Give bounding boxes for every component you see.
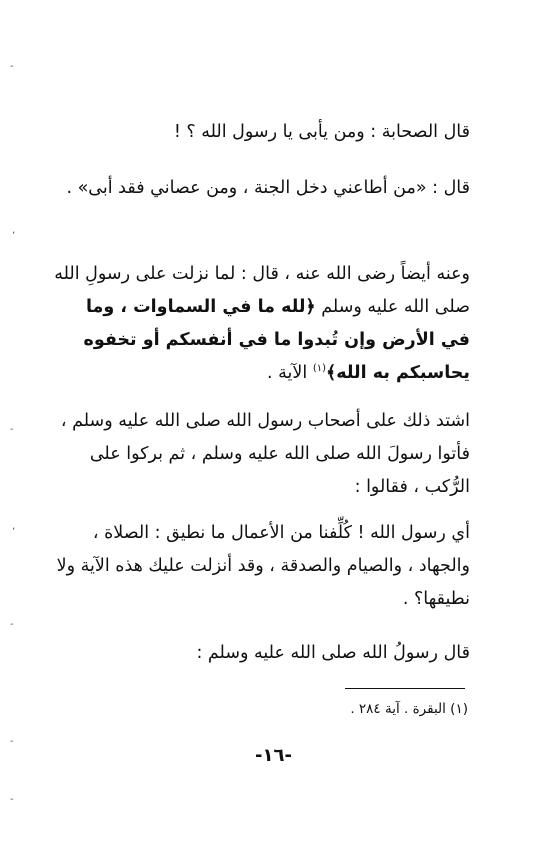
scan-mark: - bbox=[10, 424, 14, 435]
paragraph-text: أي رسول الله ! كُلِّفنا من الأعمال ما نطيق : الصلاة ، والجهاد ، والصيام والصدقة ، وقد أنزلت عليك هذه الآية ولا نطيقها؟ . bbox=[56, 523, 470, 609]
paragraph-intro: وعنه أيضاً رضى الله عنه ، قال : لما نزلت على رسولِ الله صلى الله عليه وسلم bbox=[54, 264, 470, 317]
paragraph-6 bbox=[52, 637, 470, 670]
page-number: -١٦- bbox=[255, 745, 292, 766]
scan-mark: - bbox=[10, 794, 14, 805]
paragraph-text: قال : «من أطاعني دخل الجنة ، ومن عصاني فقد أبى» . bbox=[66, 178, 470, 198]
footnote-ref: (١) bbox=[312, 363, 327, 375]
footnote-divider bbox=[345, 688, 465, 689]
scan-mark: , bbox=[12, 225, 16, 236]
quran-verse: ﴿لله ما في السماوات ، وما في الأرض وإن تُبدوا ما في أنفسكم أو تخفوه يحاسبكم به الله﴾ bbox=[83, 297, 470, 383]
paragraph-4 bbox=[52, 405, 470, 504]
paragraph-text: اشتد ذلك على أصحاب رسول الله صلى الله عليه وسلم ، فأتوا رسولَ الله صلى الله عليه وسلم ، ثم بركوا على الرُّكب ، فقالوا : bbox=[60, 411, 470, 497]
paragraph-3 bbox=[52, 258, 470, 390]
scan-mark: - bbox=[10, 619, 14, 630]
paragraph-text: قال رسولُ الله صلى الله عليه وسلم : bbox=[196, 643, 470, 663]
paragraph-5 bbox=[52, 517, 470, 616]
paragraph-ending: الآية . bbox=[267, 363, 308, 383]
paragraph-1 bbox=[52, 116, 470, 149]
scan-mark: , bbox=[12, 521, 16, 532]
paragraph-2 bbox=[52, 172, 470, 205]
scan-mark: - bbox=[10, 61, 14, 72]
footnote: (١) البقرة . آية ٢٨٤ . bbox=[350, 701, 468, 717]
scan-mark: - bbox=[10, 736, 14, 747]
paragraph-text: قال الصحابة : ومن يأبى يا رسول الله ؟ ! bbox=[173, 122, 470, 142]
paragraph-text bbox=[52, 258, 470, 390]
